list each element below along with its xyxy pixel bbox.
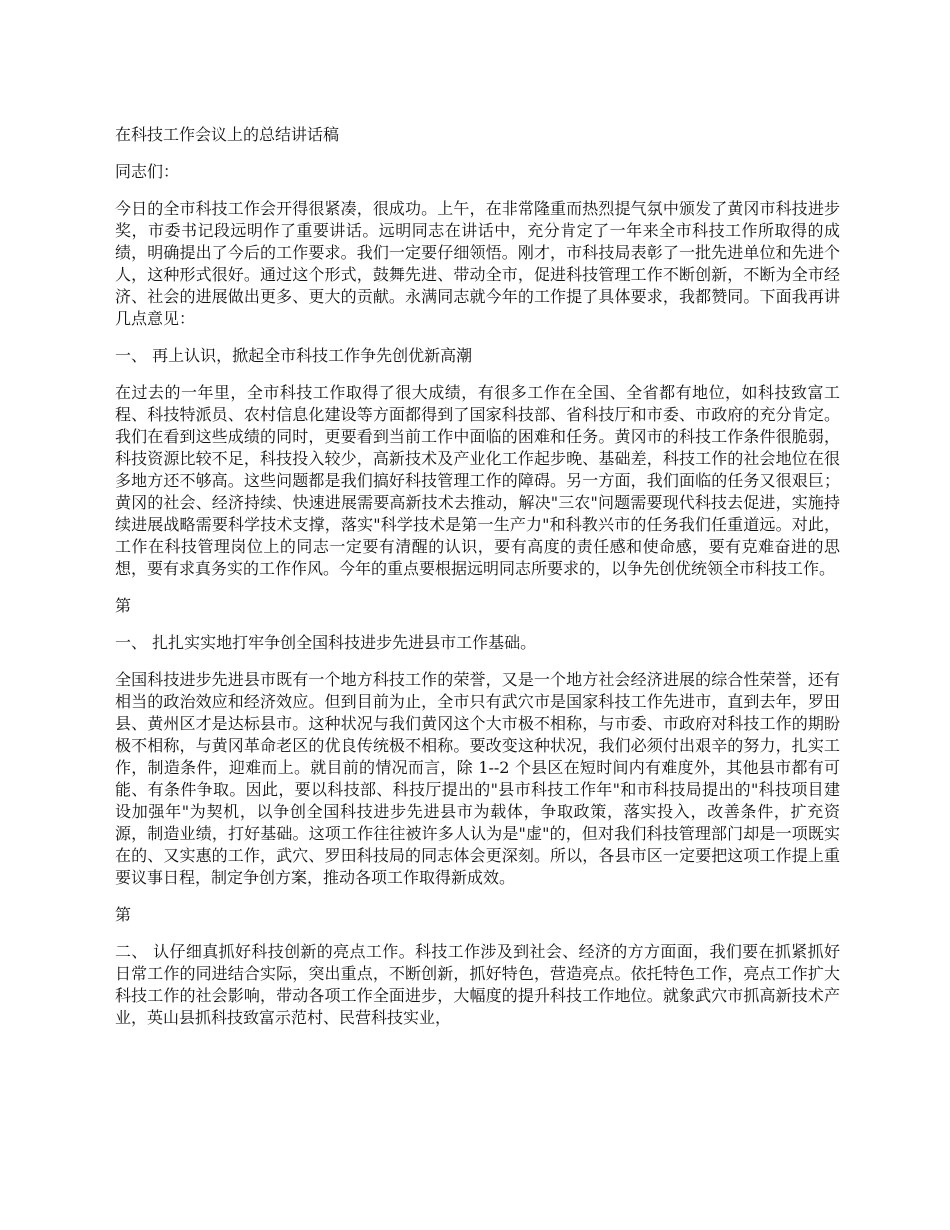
- section-heading-1: 一、 再上认识，掀起全市科技工作争先创优新高潮: [115, 346, 473, 365]
- ordinal-marker: 第: [115, 596, 132, 615]
- paragraph-intro: 今日的全市科技工作会开得很紧凑，很成功。上午，在非常隆重而热烈提气氛中颁发了黄冈市科技进步奖，市委书记段远明作了重要讲话。远明同志在讲话中，充分肯定了一年来全市科技工作所取得的成绩，明确提出了今后的工作要求。我们一定要仔细领悟。刚才，市科技局表彰了一批先进单位和先进个人，这种形式很好。通过这个形式，鼓舞先进、带动全市，促进科技管理工作不断创新，不断为全市经济、社会的进展做出更多、更大的贡献。永满同志就今年的工作提了具体要求，我都赞同。下面我再讲几点意见：: [115, 199, 840, 328]
- document-page: [115, 124, 840, 1044]
- salutation: 同志们：: [115, 162, 180, 181]
- paragraph-subsection-1: 全国科技进步先进县市既有一个地方科技工作的荣誉，又是一个地方社会经济进展的综合性荣誉，还有相当的政治效应和经济效应。但到目前为止，全市只有武穴市是国家科技工作先进市，直到去年，罗田县、黄州区才是达标县市。这种状况与我们黄冈这个大市极不相称，与市委、市政府对科技工作的期盼极不相称，与黄冈革命老区的优良传统极不相称。要改变这种状况，我们必须付出艰辛的努力，扎实工作，制造条件，迎难而上。就目前的情况而言，除 1--2 个县区在短时间内有难度外，其他县市都有可能、有条件争取。因此，要以科技部、科技厅提出的"县市科技工作年"和市科技局提出的"科技项目建设加强年"为契机，以争创全国科技进步先进县市为载体，争取政策，落实投入，改善条件，扩充资源，制造业绩，打好基础。这项工作往往被许多人认为是"虚"的，但对我们科技管理部门却是一项既实在的、又实惠的工作，武穴、罗田科技局的同志体会更深刻。所以，各县市区一定要把这项工作提上重要议事日程，制定争创方案，推动各项工作取得新成效。: [115, 670, 840, 887]
- paragraph-section-1: 在过去的一年里，全市科技工作取得了很大成绩，有很多工作在全国、全省都有地位，如科技致富工程、科技特派员、农村信息化建设等方面都得到了国家科技部、省科技厅和市委、市政府的充分肯定。我们在看到这些成绩的同时，更要看到当前工作中面临的困难和任务。黄冈市的科技工作条件很脆弱，科技资源比较不足，科技投入较少，高新技术及产业化工作起步晚、基础差，科技工作的社会地位在很多地方还不够高。这些问题都是我们搞好科技管理工作的障碍。另一方面，我们面临的任务又很艰巨；黄冈的社会、经济持续、快速进展需要高新技术去推动，解决"三农"问题需要现代科技去促进，实施持续进展战略需要科学技术支撑，落实"科学技术是第一生产力"和科教兴市的任务我们任重道远。对此，工作在科技管理岗位上的同志一定要有清醒的认识，要有高度的责任感和使命感，要有克难奋进的思想，要有求真务实的工作作风。今年的重点要根据远明同志所要求的，以争先创优统领全市科技工作。: [115, 383, 840, 578]
- subsection-heading-1: 一、 扎扎实实地打牢争创全国科技进步先进县市工作基础。: [115, 633, 537, 652]
- paragraph-subsection-2: 二、 认仔细真抓好科技创新的亮点工作。科技工作涉及到社会、经济的方方面面，我们要在抓紧抓好日常工作的同进结合实际，突出重点，不断创新，抓好特色，营造亮点。依托特色工作，亮点工作扩大科技工作的社会影响，带动各项工作全面进步，大幅度的提升科技工作地位。就象武穴市抓高新技术产业，英山县抓科技致富示范村、民营科技实业，: [115, 942, 840, 1027]
- ordinal-marker: 第: [115, 905, 132, 924]
- document-title: 在科技工作会议上的总结讲话稿: [115, 125, 340, 144]
